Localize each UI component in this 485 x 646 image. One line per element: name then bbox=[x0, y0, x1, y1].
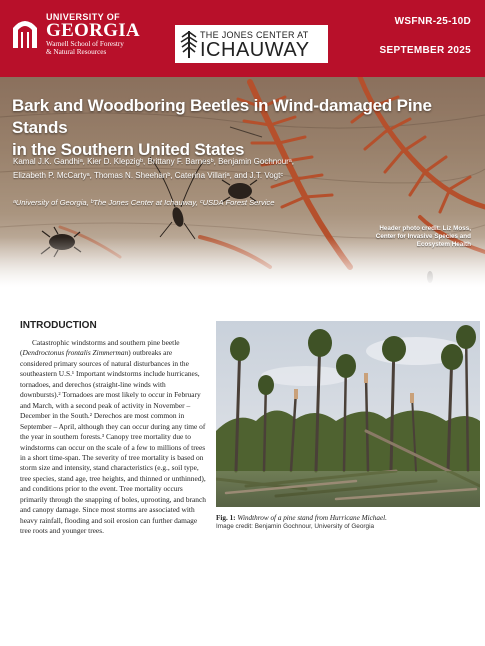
section-heading-introduction: INTRODUCTION bbox=[20, 320, 97, 331]
header-banner bbox=[0, 0, 485, 77]
jones-center-logo bbox=[175, 25, 328, 63]
photo-credit-line-1: Header photo credit: Liz Moss, bbox=[379, 225, 471, 232]
ichauway-label: ICHAUWAY bbox=[200, 39, 310, 61]
introduction-paragraph bbox=[20, 338, 206, 537]
intro-text-a: Catastrophic windstorms and southern pine beetle ( bbox=[20, 338, 180, 358]
figure-image-credit: Image credit: Benjamin Gochnour, University of Georgia bbox=[216, 523, 375, 530]
affiliations: ᵃUniversity of Georgia, ᵇThe Jones Center at Ichauway, ᶜUSDA Forest Service bbox=[13, 198, 275, 207]
hero-image bbox=[0, 77, 485, 287]
uga-wordmark bbox=[46, 12, 140, 56]
title-line-2: in the Southern United States bbox=[12, 140, 245, 159]
species-name: Dendroctonus frontalis Zimmerman bbox=[22, 348, 129, 358]
publication-number: WSFNR-25-10D bbox=[394, 16, 471, 27]
uga-arch-logo bbox=[11, 14, 39, 50]
jones-center-top-label: THE JONES CENTER AT bbox=[200, 30, 309, 40]
pine-tree-icon bbox=[179, 29, 199, 59]
title-line-1: Bark and Woodboring Beetles in Wind-damaged Pine Stands bbox=[12, 96, 432, 137]
intro-text-b: ) outbreaks are considered primary sources of natural disturbances in the southeastern U.S.¹ Important windstorms include hurricanes, tornadoes, and derechos (straight-line winds with downbursts).² Tornadoes are most likely to occur in February and March, with a second peak of activity in November – December in the South.² Derechos are most common in September – April, although they can occur during any time of the year in southern forests.³ Canopy tree mortality due to windstorms can occur on the scale of a few to millions of trees in a short time-span. The severity of tree mortality is based on storm size and intensity, stand characteristics (e.g., soil type, tree species, stand age, tree heights, and thinned or unthinned), and conditions prior to the event. Tree mortality occurs primarily through the snapping of boles, uprooting, and branch and canopy damage. Since most storms are associated with heavy rainfall, flooding and soil erosion can further damage tree roots and younger trees. bbox=[20, 348, 206, 536]
authors-line-1: Kamal J.K. Gandhiᵃ, Kier D. Klepzigᵇ, Brittany F. Barnesᵇ, Benjamin Gochnourᵃ, bbox=[13, 157, 295, 166]
photo-credit-line-3: Ecosystem Health bbox=[416, 241, 471, 248]
school-line-1: Warnell School of Forestry bbox=[46, 40, 124, 48]
authors-line-2: Elizabeth P. McCartyᵃ, Thomas N. Sheehanᵇ, Caterina Villariᵃ, and J.T. Vogtᶜ bbox=[13, 171, 284, 180]
windthrow-photo bbox=[216, 321, 480, 507]
figure-windthrow-photo bbox=[216, 321, 480, 507]
figure-label: Fig. 1: bbox=[216, 514, 236, 522]
header-photo-credit bbox=[331, 225, 471, 249]
figure-caption bbox=[216, 514, 480, 523]
georgia-label: GEORGIA bbox=[46, 20, 140, 41]
document-title bbox=[12, 95, 432, 161]
school-line-2: & Natural Resources bbox=[46, 48, 107, 56]
publication-date: SEPTEMBER 2025 bbox=[379, 45, 471, 56]
photo-credit-line-2: Center for Invasive Species and bbox=[375, 233, 471, 240]
author-list bbox=[13, 155, 343, 183]
university-of-label: UNIVERSITY OF bbox=[46, 12, 121, 22]
figure-caption-text: Windthrow of a pine stand from Hurricane Michael. bbox=[237, 514, 387, 522]
